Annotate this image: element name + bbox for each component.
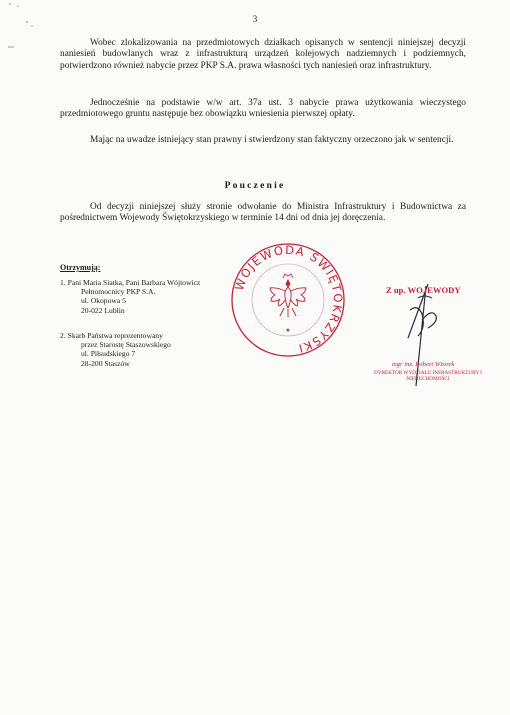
page-number: 3 (252, 14, 258, 24)
recipient-1-line: 20-022 Lublin (81, 305, 125, 315)
eagle-emblem-icon (270, 274, 306, 317)
paragraph-perpetual-usufruct-text: Jednocześnie na podstawie w/w art. 37a ust. 3 nabycie prawa użytkowania wieczystego przedmiotowego gruntu następuje bez obowiązku wniesienia pierwszej opłaty. (60, 98, 466, 120)
paragraph-conclusion-text: Mając na uwadze istniejący stan prawny i stwierdzony stan faktyczny orzeczono jak w sentencji. (90, 135, 454, 145)
recipient-1-line: 1. Pani Maria Siatka, Pani Barbara Wójtowicz (60, 278, 201, 287)
instruction-heading: Pouczenie (224, 180, 286, 191)
recipient-2-line: 28-200 Staszów (81, 358, 130, 368)
official-stamp (228, 240, 348, 360)
instruction-text: Od decyzji niniejszej służy stronie odwołanie do Ministra Infrastruktury i Budownictwa za pośrednictwem Wojewody Świętokrzyskiego w terminie 14 dni od dnia jej doręczenia. (60, 202, 466, 224)
signatory-position: DYREKTOR WYDZIAŁU INFRASTRUKTURY I NIERUCHOMOŚCI (374, 370, 482, 383)
paragraph-ownership-text: Wobec zlokalizowania na przedmiotowych działkach opisanych w sentencji niniejszej decyzji naniesień budowlanych wraz z infrastrukturą urządzeń kolejowych nadziemnych i podziemnych, potwierdzono również nabycie przez PKP S.A. prawa własności tych naniesień oraz infrastruktury. (60, 38, 466, 71)
recipient-1 (60, 278, 200, 315)
stamp-star-icon: ★ (285, 328, 291, 334)
recipient-1-line: ul. Okopowa 5 (81, 296, 126, 306)
instruction-paragraph (60, 202, 466, 225)
recipient-2-line: 2. Skarb Państwa reprezentowany (60, 331, 163, 340)
paragraph-conclusion (60, 135, 466, 146)
paragraph-ownership (60, 38, 466, 72)
recipient-2-line: przez Starostę Staszowskiego (81, 340, 171, 350)
recipient-2 (60, 331, 171, 368)
signatory-name: mgr inż. Robert Wzorek (392, 361, 455, 368)
recipients-title: Otrzymują: (60, 263, 101, 272)
recipient-1-line: Pełnomocnicy PKP S.A. (81, 287, 156, 297)
stamp-text: WOJEWODA ŚWIĘTOKRZYSKI (231, 242, 346, 356)
scan-marks (0, 0, 60, 60)
recipient-2-line: ul. Piłsudskiego 7 (81, 349, 136, 359)
paragraph-perpetual-usufruct (60, 98, 466, 121)
signature-title: Z up. WOJEWODY (386, 285, 461, 295)
